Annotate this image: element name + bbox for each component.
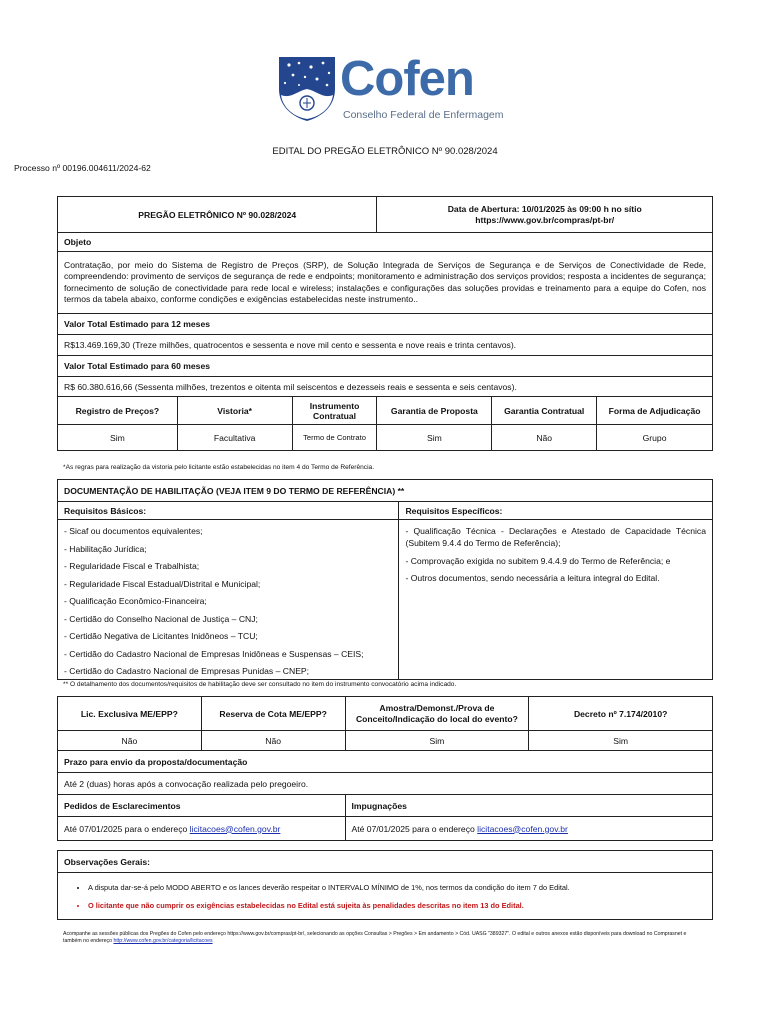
grid1-header: Garantia de Proposta [377, 397, 492, 425]
list-item: • O licitante que não cumprir os exigências estabelecidas no Edital está sujeita às penalidades descritas no item 13 do Edital. [88, 901, 706, 910]
habilitacao-title: DOCUMENTAÇÃO DE HABILITAÇÃO (VEJA ITEM 9 DO TERMO DE REFERÊNCIA) ** [58, 480, 713, 502]
cofen-shield-icon [277, 55, 337, 121]
grid1-value: Grupo [597, 425, 713, 451]
grid1-header: Vistoria* [177, 397, 292, 425]
edital-summary-table [57, 196, 713, 451]
licitacao-details-table [57, 696, 713, 841]
list-item: - Comprovação exigida no subitem 9.4.4.9 do Termo de Referência; e [405, 555, 671, 566]
impugnacoes-text: Até 07/01/2025 para o endereço licitacoes@cofen.gov.br [345, 817, 713, 841]
prazo-text: Até 2 (duas) horas após a convocação realizada pelo pregoeiro. [58, 773, 713, 795]
cofen-logo [277, 52, 507, 123]
list-item: - Sicaf ou documentos equivalentes; [64, 526, 203, 536]
logo-subtitle: Conselho Federal de Enfermagem [343, 109, 504, 121]
grid1-value: Não [492, 425, 597, 451]
list-item: - Qualificação Econômico-Financeira; [64, 596, 207, 606]
document-title: EDITAL DO PREGÃO ELETRÔNICO Nº 90.028/2024 [272, 146, 498, 157]
observacoes-table [57, 850, 713, 920]
valor12-text: R$13.469.169,30 (Treze milhões, quatrocentos e sessenta e nove mil cento e sessenta e nove reais e trinta centavos). [58, 335, 713, 356]
grid1-header: Forma de Adjudicação [597, 397, 713, 425]
grid1-value: Facultativa [177, 425, 292, 451]
valor60-text: R$ 60.380.616,66 (Sessenta milhões, trezentos e oitenta mil seiscentos e dezesseis reais e sessenta e seis centavos). [58, 377, 713, 397]
observacoes-list [58, 873, 713, 920]
footer-link[interactable]: http://www.cofen.gov.br/categoria/licitacoes [113, 938, 213, 944]
data-abertura: Data de Abertura: 10/01/2025 às 09:00 h no sítio https://www.gov.br/compras/pt-br/ [377, 197, 713, 233]
grid1-header: Instrumento Contratual [292, 397, 377, 425]
logo-wordmark: Cofen [340, 52, 474, 106]
grid1-header: Garantia Contratual [492, 397, 597, 425]
basicos-list [58, 520, 399, 680]
objeto-text: Contratação, por meio do Sistema de Registro de Preços (SRP), de Solução Integrada de Serviços de Segurança e de Serviços de Conectividade de Rede, compreendendo: provimento de serviços de segurança de rede e endpoints; monitoramento e administração dos serviços providos; resposta a incidentes de segurança; fornecimento de solução de conectividade para rede local e wireless; instalações e configurações das soluções providas e treinamento para a equipe do Cofen, nos termos da tabela abaixo, conforme condições e exigências estabelecidas neste instrumento.. [58, 252, 713, 314]
pedidos-email-link[interactable]: licitacoes@cofen.gov.br [189, 823, 281, 834]
pregao-number: PREGÃO ELETRÔNICO Nº 90.028/2024 [58, 197, 377, 233]
grid1-value: Termo de Contrato [292, 425, 377, 451]
impugnacoes-email-link[interactable]: licitacoes@cofen.gov.br [477, 823, 568, 834]
grid2-header: Lic. Exclusiva ME/EPP? [58, 697, 202, 731]
footer-note: Acompanhe as sessões públicas dos Pregões do Cofen pelo endereço https://www.gov.br/compras/pt-br/, selecionando as opções Consultas > Pregões > Em andamento > Cód. UASG "389327". O edital e outros anexos estão disponíveis para download no Comprasnet e também no endereço http://www.cofen.gov.br/categoria/licitacoes [63, 931, 687, 944]
grid2-value: Sim [345, 731, 529, 751]
observacoes-label: Observações Gerais: [58, 851, 713, 873]
impugnacoes-label: Impugnações [345, 795, 713, 817]
grid1-value: Sim [377, 425, 492, 451]
grid2-value: Não [58, 731, 202, 751]
list-item: - Certidão do Cadastro Nacional de Empresas Inidôneas e Suspensas – CEIS; [64, 648, 364, 659]
list-item: - Certidão Negativa de Licitantes Inidôneos – TCU; [64, 631, 258, 641]
list-item: • A disputa dar-se-á pelo MODO ABERTO e os lances deverão respeitar o INTERVALO MÍNIMO de 1%, nos termos da condição do item 7 do Edital. [88, 883, 706, 892]
pedidos-label: Pedidos de Esclarecimentos [58, 795, 346, 817]
grid2-value: Não [201, 731, 345, 751]
list-item: - Certidão do Cadastro Nacional de Empresas Punidas – CNEP; [64, 666, 310, 676]
valor60-label: Valor Total Estimado para 60 meses [58, 356, 713, 377]
list-item: - Regularidade Fiscal Estadual/Distrital e Municipal; [64, 578, 261, 589]
basicos-label: Requisitos Básicos: [58, 502, 399, 520]
prazo-label: Prazo para envio da proposta/documentação [58, 751, 713, 773]
habilitacao-table [57, 479, 713, 680]
valor12-label: Valor Total Estimado para 12 meses [58, 314, 713, 335]
especificos-label: Requisitos Específicos: [399, 502, 713, 520]
list-item: - Qualificação Técnica - Declarações e Atestado de Capacidade Técnica (Subitem 9.4.4 do Termo de Referência); [405, 526, 706, 548]
objeto-label: Objeto [58, 233, 713, 252]
vistoria-note: *As regras para realização da vistoria pelo licitante estão estabelecidas no item 4 do Termo de Referência. [63, 464, 375, 471]
grid2-header: Decreto nº 7.174/2010? [529, 697, 713, 731]
grid2-value: Sim [529, 731, 713, 751]
list-item: - Certidão do Conselho Nacional de Justiça – CNJ; [64, 613, 258, 624]
processo-number: Processo nº 00196.004611/2024-62 [14, 163, 151, 173]
grid1-header: Registro de Preços? [58, 397, 178, 425]
list-item: - Regularidade Fiscal e Trabalhista; [64, 561, 200, 571]
list-item: - Outros documentos, sendo necessária a leitura integral do Edital. [405, 573, 660, 583]
grid1-value: Sim [58, 425, 178, 451]
pedidos-text: Até 07/01/2025 para o endereço licitacoes@cofen.gov.br [58, 817, 346, 841]
especificos-list [399, 520, 713, 680]
grid2-header: Amostra/Demonst./Prova de Conceito/Indicação do local do evento? [345, 697, 529, 731]
list-item: - Habilitação Jurídica; [64, 543, 147, 554]
grid2-header: Reserva de Cota ME/EPP? [201, 697, 345, 731]
habilitacao-note: ** O detalhamento dos documentos/requisitos de habilitação deve ser consultado no item do instrumento convocatório acima indicado. [63, 681, 457, 688]
